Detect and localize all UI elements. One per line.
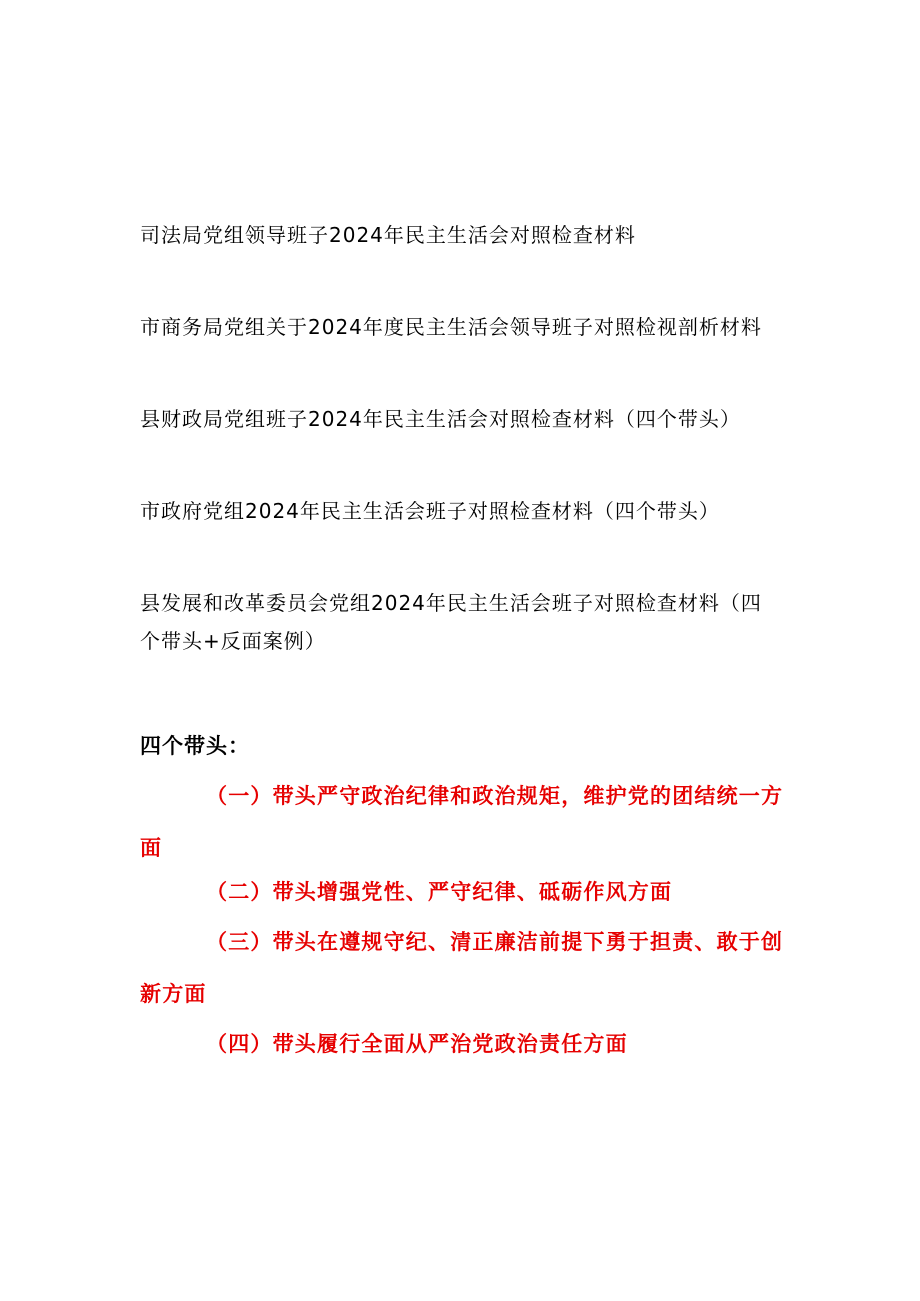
doc-title-1: 司法局党组领导班子2024年民主生活会对照检查材料 [140,223,636,247]
doc-title-5: 县发展和改革委员会党组2024年民主生活会班子对照检查材料（四个带头+反面案例） [140,591,762,653]
doc-title-4: 市政府党组2024年民主生活会班子对照检查材料（四个带头） [140,499,720,523]
point-3: （三）带头在遵规守纪、清正廉洁前提下勇于担责、敢于创新方面 [140,930,784,1006]
section-heading: 四个带头： [140,734,250,758]
point-2: （二）带头增强党性、严守纪律、砥砺作风方面 [206,880,673,904]
doc-title-3: 县财政局党组班子2024年民主生活会对照检查材料（四个带头） [140,407,741,431]
point-1: （一）带头严守政治纪律和政治规矩，维护党的团结统一方面 [140,784,784,860]
doc-title-2: 市商务局党组关于2024年度民主生活会领导班子对照检视剖析材料 [140,315,762,339]
point-4: （四）带头履行全面从严治党政治责任方面 [206,1032,628,1056]
